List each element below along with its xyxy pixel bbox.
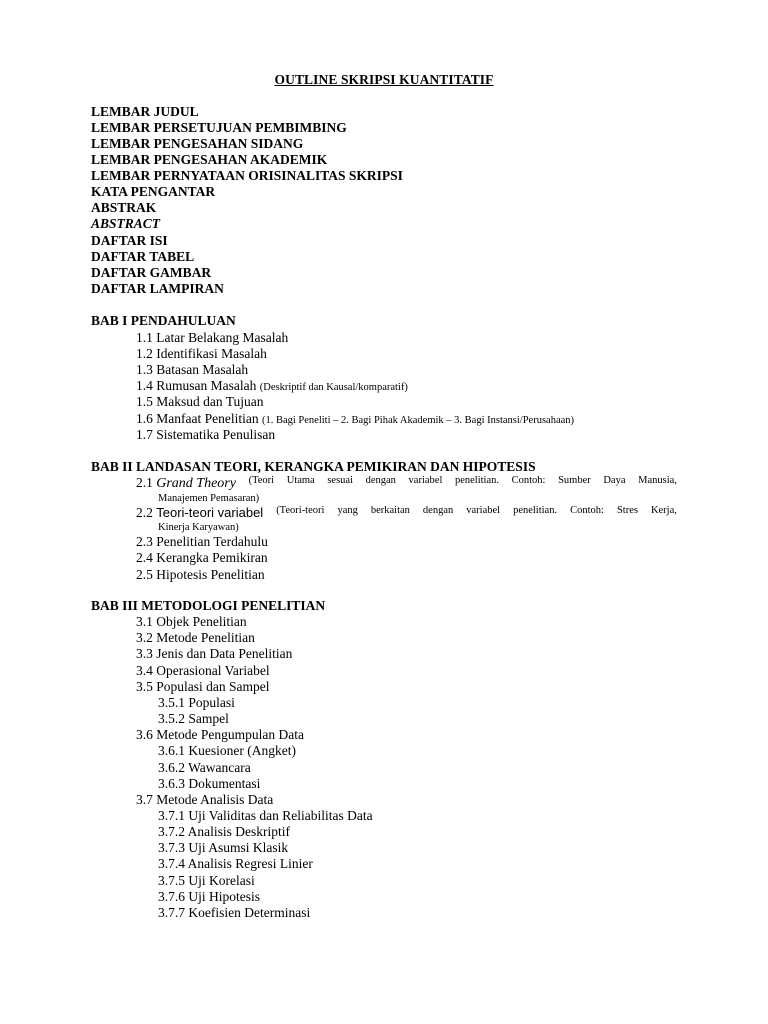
list-item: 3.4 Operasional Variabel	[136, 663, 270, 678]
front-matter-item: LEMBAR PENGESAHAN AKADEMIK	[91, 152, 328, 167]
list-item	[136, 505, 677, 533]
chapter-heading: BAB III METODOLOGI PENELITIAN	[91, 598, 326, 613]
list-item-note-word: Contoh:	[511, 475, 546, 486]
chapter-heading: BAB I PENDAHULUAN	[91, 313, 236, 328]
front-matter-item: DAFTAR LAMPIRAN	[91, 281, 224, 296]
list-item-note-word: penelitian.	[454, 475, 499, 486]
list-item-note: (1. Bagi Peneliti – 2. Bagi Pihak Akademik – 3. Bagi Instansi/Perusahaan)	[261, 415, 575, 426]
list-item	[136, 362, 248, 378]
page-title: OUTLINE SKRIPSI KUANTITATIF	[274, 72, 494, 87]
list-item-text: 1.4 Rumusan Masalah	[136, 378, 257, 393]
sub-list-item: 3.7.7 Koefisien Determinasi	[158, 905, 311, 920]
sub-list-item: 3.7.4 Analisis Regresi Linier	[158, 856, 313, 871]
list-item-note-word: Manusia,	[638, 475, 677, 486]
list-item-title: Teori-teori variabel	[156, 505, 264, 520]
list-item-note-continued: Manajemen Pemasaran)	[158, 493, 260, 504]
list-item-note-word: Sumber	[558, 475, 591, 486]
list-item-text: 1.5 Maksud dan Tujuan	[136, 394, 264, 409]
sub-list-item: 3.5.2 Sampel	[158, 711, 229, 726]
front-matter-item: ABSTRAK	[91, 200, 157, 215]
list-item	[136, 427, 275, 443]
front-matter-item: LEMBAR JUDUL	[91, 104, 199, 119]
list-item-text: 1.7 Sistematika Penulisan	[136, 427, 276, 442]
front-matter-item: DAFTAR TABEL	[91, 249, 195, 264]
sub-list-item: 3.7.2 Analisis Deskriptif	[158, 824, 290, 839]
list-item-text: 1.3 Batasan Masalah	[136, 362, 249, 377]
list-item-number: 2.1	[136, 475, 157, 490]
list-item-note-word: Daya	[603, 475, 626, 486]
chapter-heading: BAB II LANDASAN TEORI, KERANGKA PEMIKIRAN DAN HIPOTESIS	[91, 459, 536, 474]
list-item-note: (Deskriptif dan Kausal/komparatif)	[259, 382, 408, 393]
list-item-note-word: dengan	[365, 475, 396, 486]
list-item-note-word: variabel	[466, 505, 501, 516]
list-item-text: 1.6 Manfaat Penelitian	[136, 411, 259, 426]
list-item-note-word: yang	[337, 505, 358, 516]
list-item-number: 2.2	[136, 505, 157, 520]
list-item-note-continued: Kinerja Karyawan)	[158, 522, 239, 533]
list-item-note-word: Stres	[616, 505, 638, 516]
list-item	[136, 475, 677, 504]
list-item-title: Grand Theory	[156, 476, 236, 491]
list-item-note-word: (Teori-teori	[276, 505, 325, 516]
list-item-note-word: Contoh:	[570, 505, 604, 516]
front-matter-item: KATA PENGANTAR	[91, 184, 216, 199]
front-matter-item: DAFTAR ISI	[91, 233, 168, 248]
front-matter-item: LEMBAR PERNYATAAN ORISINALITAS SKRIPSI	[91, 168, 403, 183]
list-item: 3.6 Metode Pengumpulan Data	[136, 727, 304, 742]
sub-list-item: 3.7.5 Uji Korelasi	[158, 873, 255, 888]
list-item: 3.1 Objek Penelitian	[136, 614, 247, 629]
front-matter-item: ABSTRACT	[91, 216, 161, 231]
list-item-note-word: dengan	[422, 505, 454, 516]
front-matter-item: DAFTAR GAMBAR	[91, 265, 212, 280]
sub-list-item: 3.6.1 Kuesioner (Angket)	[158, 743, 296, 758]
sub-list-item: 3.7.1 Uji Validitas dan Reliabilitas Data	[158, 808, 373, 823]
list-item-line	[136, 505, 677, 521]
sub-list-item: 3.5.1 Populasi	[158, 695, 235, 710]
list-item-label	[136, 505, 263, 521]
list-item-note-word: penelitian.	[513, 505, 558, 516]
sub-list-item: 3.6.3 Dokumentasi	[158, 776, 261, 791]
list-item-note-word: (Teori	[248, 475, 275, 486]
list-item-line	[136, 475, 677, 492]
list-item-note-word: Utama	[286, 475, 315, 486]
front-matter-item: LEMBAR PENGESAHAN SIDANG	[91, 136, 304, 151]
list-item: 2.3 Penelitian Terdahulu	[136, 534, 268, 549]
list-item	[136, 346, 267, 362]
list-item-label	[136, 475, 236, 492]
list-item-note-word: Kerja,	[650, 505, 677, 516]
list-item: 3.3 Jenis dan Data Penelitian	[136, 646, 293, 661]
list-item-note-word: berkaitan	[370, 505, 410, 516]
list-item: 3.7 Metode Analisis Data	[136, 792, 274, 807]
list-item-note-word: sesuai	[327, 475, 353, 486]
list-item-text: 1.2 Identifikasi Masalah	[136, 346, 267, 361]
list-item: 2.5 Hipotesis Penelitian	[136, 567, 265, 582]
list-item	[136, 411, 574, 427]
sub-list-item: 3.7.6 Uji Hipotesis	[158, 889, 261, 904]
list-item	[136, 378, 408, 394]
sub-list-item: 3.7.3 Uji Asumsi Klasik	[158, 840, 289, 855]
list-item-text: 1.1 Latar Belakang Masalah	[136, 330, 289, 345]
list-item: 2.4 Kerangka Pemikiran	[136, 550, 268, 565]
list-item-note-word: variabel	[408, 475, 443, 486]
list-item	[136, 330, 288, 346]
sub-list-item: 3.6.2 Wawancara	[158, 760, 251, 775]
front-matter-item: LEMBAR PERSETUJUAN PEMBIMBING	[91, 120, 347, 135]
list-item	[136, 394, 264, 410]
list-item: 3.5 Populasi dan Sampel	[136, 679, 270, 694]
list-item: 3.2 Metode Penelitian	[136, 630, 255, 645]
